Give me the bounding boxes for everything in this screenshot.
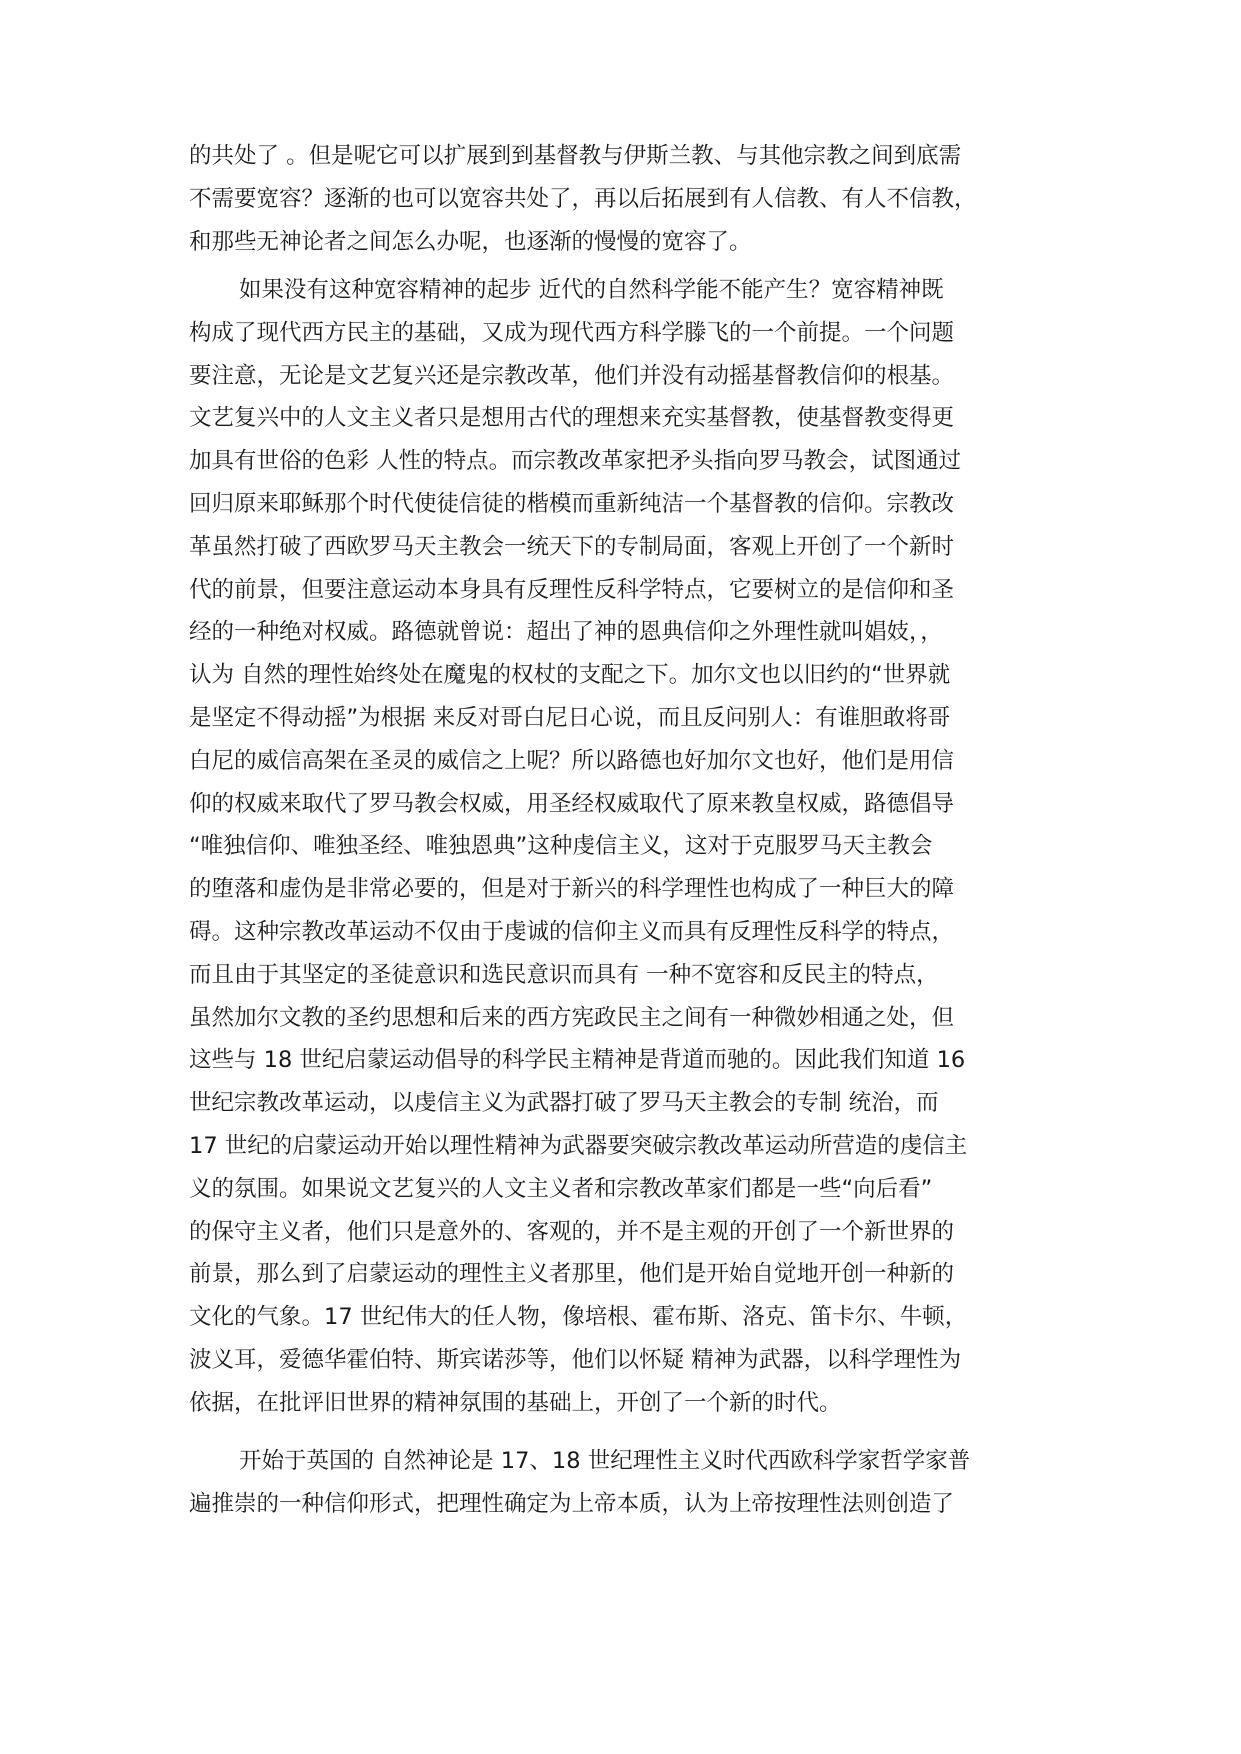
text-line: 的保守主义者，他们只是意外的、客观的，并不是主观的开创了一个新世界的 <box>189 1218 955 1245</box>
text-line: 如果没有这种宽容精神的起步 近代的自然科学能不能产生？宽容精神既 <box>239 277 944 303</box>
paragraph-1 <box>189 135 1069 263</box>
text-line: 是坚定不得动摇”为根据 来反对哥白尼日心说，而且反问别人：有谁胆敢将哥 <box>189 704 951 731</box>
text-line: 波义耳，爱德华霍伯特、斯宾诺莎等，他们以怀疑 精神为武器，以科学理性为 <box>189 1346 962 1373</box>
text-line: 17 世纪的启蒙运动开始以理性精神为武器要突破宗教改革运动所营造的虔信主 <box>189 1132 968 1159</box>
text-line: 经的一种绝对权威。路德就曾说：超出了神的恩典信仰之外理性就叫娼妓，， <box>189 619 943 646</box>
text-line: 的共处了 。但是呢它可以扩展到到基督教与伊斯兰教、与其他宗教之间到底需 <box>189 143 962 169</box>
text-line: 构成了现代西方民主的基础，又成为现代西方科学滕飞的一个前提。一个问题 <box>189 319 955 346</box>
text-line: 认为 自然的理性始终处在魔鬼的权杖的支配之下。加尔文也以旧约的“世界就 <box>189 662 951 689</box>
text-line: 和那些无神论者之间怎么办呢，也逐渐的慢慢的宽容了。 <box>189 228 752 255</box>
text-line: 的堕落和虚伪是非常必要的，但是对于新兴的科学理性也构成了一种巨大的障 <box>189 876 955 903</box>
text-line: 要注意，无论是文艺复兴还是宗教改革，他们并没有动摇基督教信仰的根基。 <box>189 362 955 389</box>
text-line: 开始于英国的 自然神论是 17、18 世纪理性主义时代西欧科学家哲学家普 <box>239 1448 971 1474</box>
text-line: 虽然加尔文教的圣约思想和后来的西方宪政民主之间有一种微妙相通之处，但 <box>189 1004 955 1031</box>
text-line: 碍。这种宗教改革运动不仅由于虔诚的信仰主义而具有反理性反科学的特点， <box>189 918 955 945</box>
text-line: 这些与 18 世纪启蒙运动倡导的科学民主精神是背道而驰的。因此我们知道 16 <box>189 1047 966 1074</box>
paragraph-3 <box>189 1440 1069 1526</box>
text-line: 义的氛围。如果说文艺复兴的人文主义者和宗教改革家们都是一些“向后看” <box>189 1175 933 1202</box>
text-line: 回归原来耶稣那个时代使徒信徒的楷模而重新纯洁一个基督教的信仰。宗教改 <box>189 490 955 517</box>
text-line: 前景，那么到了启蒙运动的理性主义者那里，他们是开始自觉地开创一种新的 <box>189 1261 955 1288</box>
text-line: 文化的气象。17 世纪伟大的任人物，像培根、霍布斯、洛克、笛卡尔、牛顿， <box>189 1304 968 1331</box>
text-line: 而且由于其坚定的圣徒意识和选民意识而具有 一种不宽容和反民主的特点， <box>189 961 939 988</box>
text-line: 代的前景，但要注意运动本身具有反理性反科学特点，它要树立的是信仰和圣 <box>189 576 955 603</box>
text-line: 革虽然打破了西欧罗马天主教会一统天下的专制局面，客观上开创了一个新时 <box>189 533 955 560</box>
text-line: 依据，在批评旧世界的精神氛围的基础上，开创了一个新的时代。 <box>189 1389 842 1416</box>
text-line: 加具有世俗的色彩 人性的特点。而宗教改革家把矛头指向罗马教会，试图通过 <box>189 448 962 475</box>
text-line: “唯独信仰、唯独圣经、唯独恩典”这种虔信主义，这对于克服罗马天主教会 <box>189 833 933 860</box>
text-line: 世纪宗教改革运动，以虔信主义为武器打破了罗马天主教会的专制 统治，而 <box>189 1090 939 1117</box>
text-line: 白尼的威信高架在圣灵的威信之上呢？所以路德也好加尔文也好，他们是用信 <box>189 747 955 774</box>
text-line: 遍推崇的一种信仰形式，把理性确定为上帝本质，认为上帝按理性法则创造了 <box>189 1490 955 1517</box>
text-line: 不需要宽容？逐渐的也可以宽容共处了，再以后拓展到有人信教、有人不信教， <box>189 185 977 212</box>
text-line: 文艺复兴中的人文主义者只是想用古代的理想来充实基督教，使基督教变得更 <box>189 405 955 432</box>
text-line: 仰的权威来取代了罗马教会权威，用圣经权威取代了原来教皇权威，路德倡导 <box>189 790 955 817</box>
paragraph-2 <box>189 269 1069 1425</box>
